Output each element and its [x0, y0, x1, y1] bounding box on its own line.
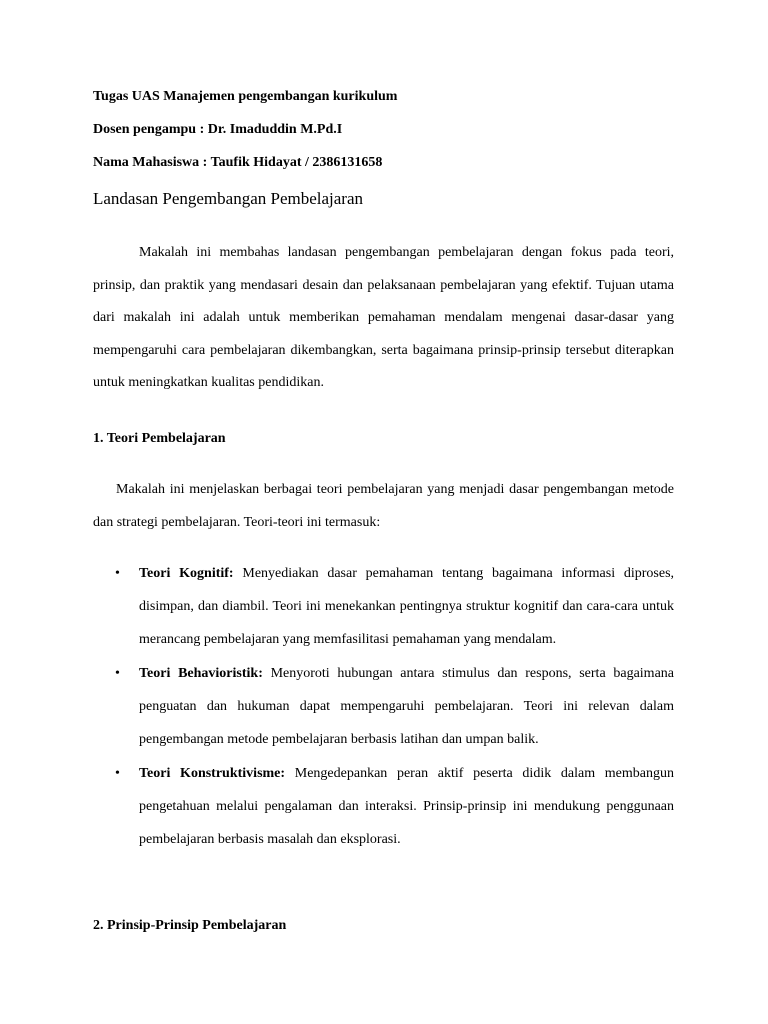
- bullet-icon: •: [115, 566, 120, 581]
- student-line: Nama Mahasiswa : Taufik Hidayat / 2386131658: [93, 155, 383, 170]
- section-1-heading: 1. Teori Pembelajaran: [93, 431, 226, 446]
- bullet-text: Mengedepankan peran aktif peserta didik dalam membangun pengetahuan melalui pengalaman dan interaksi. Prinsip-prinsip ini mendukung penggunaan pembelajaran berbasis masalah dan eksplorasi.: [139, 766, 674, 847]
- bullet-term: Teori Kognitif:: [139, 566, 234, 581]
- section-2-heading: 2. Prinsip-Prinsip Pembelajaran: [93, 918, 287, 933]
- list-item: [93, 657, 674, 756]
- bullet-term: Teori Konstruktivisme:: [139, 766, 286, 781]
- document-title: Landasan Pengembangan Pembelajaran: [93, 189, 364, 208]
- course-line: Tugas UAS Manajemen pengembangan kurikulum: [93, 89, 398, 104]
- theory-list: [93, 557, 674, 856]
- intro-paragraph: Makalah ini membahas landasan pengembangan pembelajaran dengan fokus pada teori, prinsip, dan praktik yang mendasari desain dan pelaksanaan pembelajaran yang efektif. Tujuan utama dari makalah ini adalah untuk memberikan pemahaman mendalam mengenai dasar-dasar yang mempengaruhi cara pembelajaran dikembangkan, serta bagaimana prinsip-prinsip tersebut diterapkan untuk meningkatkan kualitas pendidikan.: [93, 245, 674, 390]
- bullet-icon: •: [115, 666, 120, 681]
- bullet-term: Teori Behavioristik:: [139, 666, 263, 681]
- bullet-icon: •: [115, 766, 120, 781]
- lecturer-line: Dosen pengampu : Dr. Imaduddin M.Pd.I: [93, 122, 343, 137]
- list-item: [93, 757, 674, 856]
- section-1-intro: Makalah ini menjelaskan berbagai teori pembelajaran yang menjadi dasar pengembangan metode dan strategi pembelajaran. Teori-teori ini termasuk:: [93, 482, 674, 530]
- bullet-text: Menyoroti hubungan antara stimulus dan respons, serta bagaimana penguatan dan hukuman dapat mempengaruhi pembelajaran. Teori ini relevan dalam pengembangan metode pembelajaran berbasis latihan dan umpan balik.: [139, 666, 674, 747]
- list-item: [93, 557, 674, 656]
- bullet-text: Menyediakan dasar pemahaman tentang bagaimana informasi diproses, disimpan, dan diambil. Teori ini menekankan pentingnya struktur kognitif dan cara-cara untuk merancang pembelajaran yang memfasilitasi pemahaman yang mendalam.: [139, 566, 675, 647]
